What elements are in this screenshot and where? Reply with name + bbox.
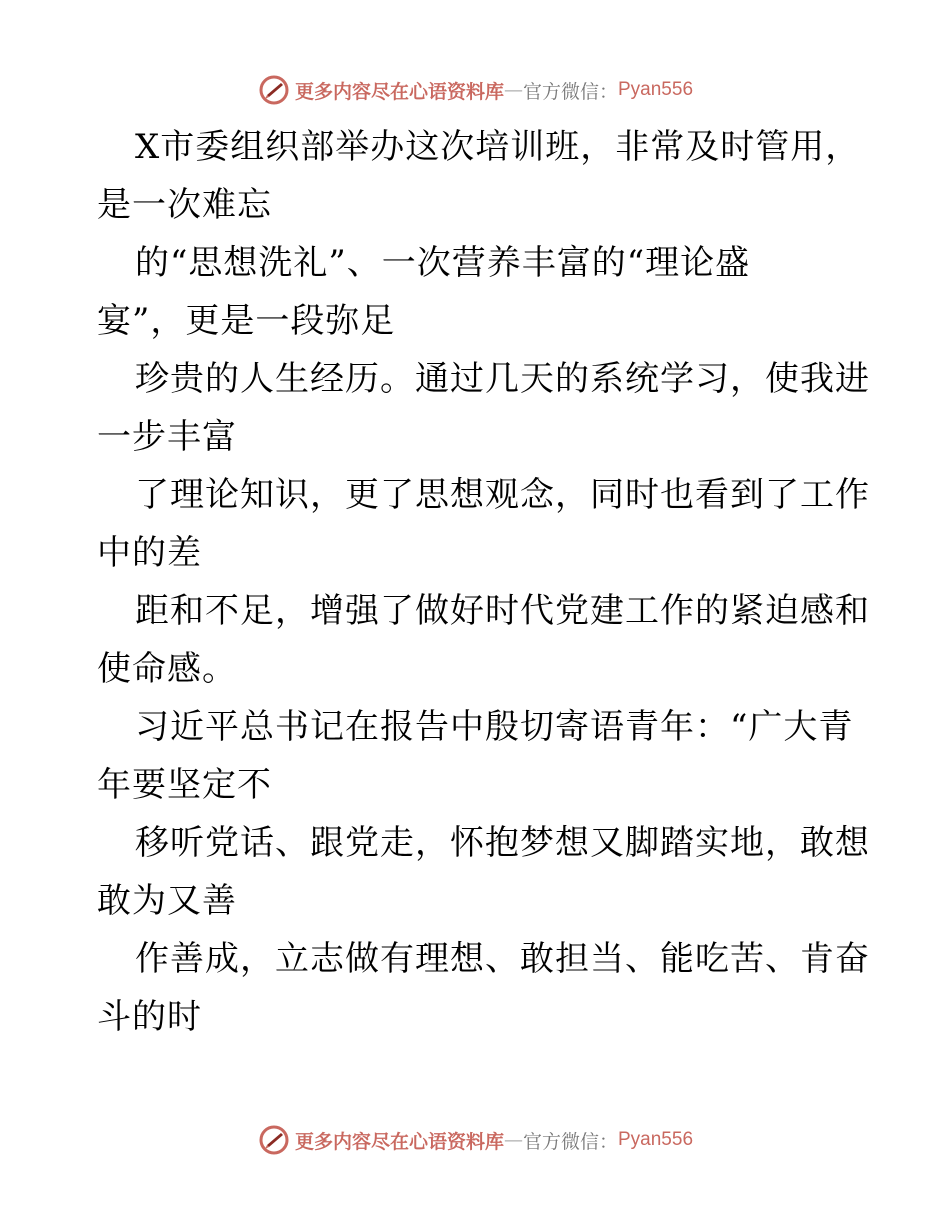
footer-banner <box>0 1120 950 1160</box>
text-line: 敢为又善 <box>97 881 237 921</box>
banner-account: Pyan556 <box>618 79 694 100</box>
banner-wechat-label: 官方微信： <box>522 1130 618 1153</box>
banner-wechat-label: 官方微信： <box>522 80 618 103</box>
text-line: 的“思想洗礼”、一次营养丰富的“理论盛 <box>135 243 751 283</box>
text-line: 了理论知识，更了思想观念，同时也看到了工作 <box>135 475 870 515</box>
text-line: 宴”，更是一段弥足 <box>97 301 396 341</box>
banner-slogan: 更多内容尽在心语资料库 <box>294 1130 504 1153</box>
text-line: 距和不足，增强了做好时代党建工作的紧迫感和 <box>135 591 870 631</box>
text-line: 习近平总书记在报告中殷切寄语青年：“广大青 <box>135 707 854 747</box>
text-line: 年要坚定不 <box>97 765 272 805</box>
text-line: X市委组织部举办这次培训班，非常及时管用， <box>135 127 861 167</box>
text-line: 中的差 <box>97 533 202 573</box>
header-banner <box>0 70 950 110</box>
text-line: 一步丰富 <box>97 417 237 457</box>
banner-slogan: 更多内容尽在心语资料库 <box>294 80 504 103</box>
text-line: 是一次难忘 <box>97 185 272 225</box>
banner-account: Pyan556 <box>618 1129 694 1150</box>
banner-dash: — <box>503 1129 523 1151</box>
logo-icon <box>257 1123 291 1157</box>
logo-icon <box>257 73 291 107</box>
text-line: 移听党话、跟党走，怀抱梦想又脚踏实地，敢想 <box>135 823 870 863</box>
text-line: 珍贵的人生经历。通过几天的系统学习，使我进 <box>135 359 870 399</box>
text-line: 斗的时 <box>97 997 202 1037</box>
banner-dash: — <box>503 79 523 101</box>
text-line: 作善成，立志做有理想、敢担当、能吃苦、肯奋 <box>135 939 870 979</box>
text-line: 使命感。 <box>97 649 237 689</box>
